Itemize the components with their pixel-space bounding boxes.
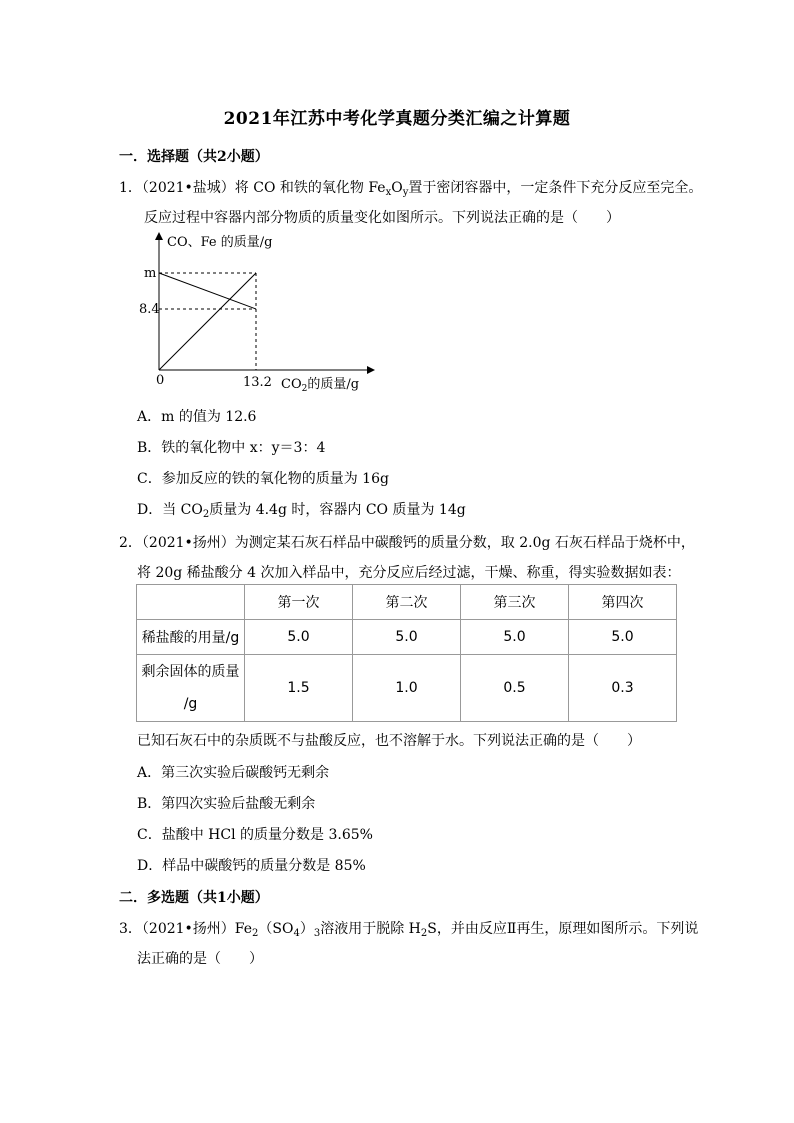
q1-option-a[interactable]: A．m 的值为 12.6	[137, 409, 257, 425]
q1-line2: 反应过程中容器内部分物质的质量变化如图所示。下列说法正确的是（ ）	[144, 210, 620, 226]
y-axis-label: CO、Fe 的质量/g	[167, 235, 273, 250]
table-cell: 5.0	[245, 620, 353, 655]
x-tick-13-2: 13.2	[243, 375, 272, 390]
section-heading-multi: 二．多选题（共1小题）	[119, 890, 269, 906]
table-header-cell: 第四次	[569, 585, 677, 620]
table-header-cell: 第一次	[245, 585, 353, 620]
table-cell: 稀盐酸的用量/g	[137, 620, 245, 655]
table-cell: 5.0	[569, 620, 677, 655]
q1-option-b[interactable]: B．铁的氧化物中 x：y＝3：4	[137, 440, 326, 456]
page-title: 2021年江苏中考化学真题分类汇编之计算题	[223, 109, 571, 129]
table-header-cell: 第三次	[461, 585, 569, 620]
q2-line3: 已知石灰石中的杂质既不与盐酸反应，也不溶解于水。下列说法正确的是（ ）	[137, 733, 641, 749]
q1-option-c[interactable]: C．参加反应的铁的氧化物的质量为 16g	[137, 471, 389, 487]
table-cell: 1.5	[245, 655, 353, 722]
table-cell: 5.0	[461, 620, 569, 655]
origin-label: 0	[156, 373, 165, 388]
series-line-fe	[159, 273, 256, 370]
table-cell: 0.3	[569, 655, 677, 722]
y-tick-m: m	[144, 266, 157, 281]
y-tick-8-4: 8.4	[139, 302, 160, 317]
q1-chart	[135, 228, 375, 398]
table-cell: 0.5	[461, 655, 569, 722]
q3-line1: 3．（2021•扬州）$Fe_2(SO_4)_3$溶液用于脱除 $H_2S$，并由反应Ⅱ再生，原理如图所示。下列说	[119, 921, 699, 939]
q2-line1: 2．（2021•扬州）为测定某石灰石样品中碳酸钙的质量分数，取 2.0g 石灰石样品于烧杯中，	[119, 535, 695, 551]
q2-option-d[interactable]: D．样品中碳酸钙的质量分数是 85%	[137, 858, 366, 874]
q1-line1: 1．（2021•盐城）将 CO 和铁的氧化物 $Fe_xO_y$置于密闭容器中，一定条件下充分反应至完全。	[119, 180, 703, 198]
q2-option-c[interactable]: C．盐酸中 HCl 的质量分数是 3.65%	[137, 827, 373, 843]
table-cell: 剩余固体的质量 /g	[137, 655, 245, 722]
q2-option-a[interactable]: A．第三次实验后碳酸钙无剩余	[137, 765, 330, 781]
x-axis-label: $CO_2$的质量/g	[281, 377, 360, 394]
table-row	[137, 620, 677, 655]
q2-line2: 将 20g 稀盐酸分 4 次加入样品中，充分反应后经过滤，干燥、称重，得实验数据如表：	[137, 565, 681, 581]
q2-option-b[interactable]: B．第四次实验后盐酸无剩余	[137, 796, 316, 812]
series-line-co	[159, 273, 256, 309]
table-header-row	[137, 585, 677, 620]
table-header-cell	[137, 585, 245, 620]
q1-option-d[interactable]: D．当 $CO_2$质量为 4.4g 时，容器内 CO 质量为 14g	[137, 502, 466, 520]
table-header-cell: 第二次	[353, 585, 461, 620]
table-row	[137, 655, 677, 722]
section-heading-choice: 一．选择题（共2小题）	[119, 149, 269, 165]
table-cell: 5.0	[353, 620, 461, 655]
q3-line2: 法正确的是（ ）	[137, 951, 263, 967]
q2-data-table	[136, 584, 677, 722]
table-cell: 1.0	[353, 655, 461, 722]
